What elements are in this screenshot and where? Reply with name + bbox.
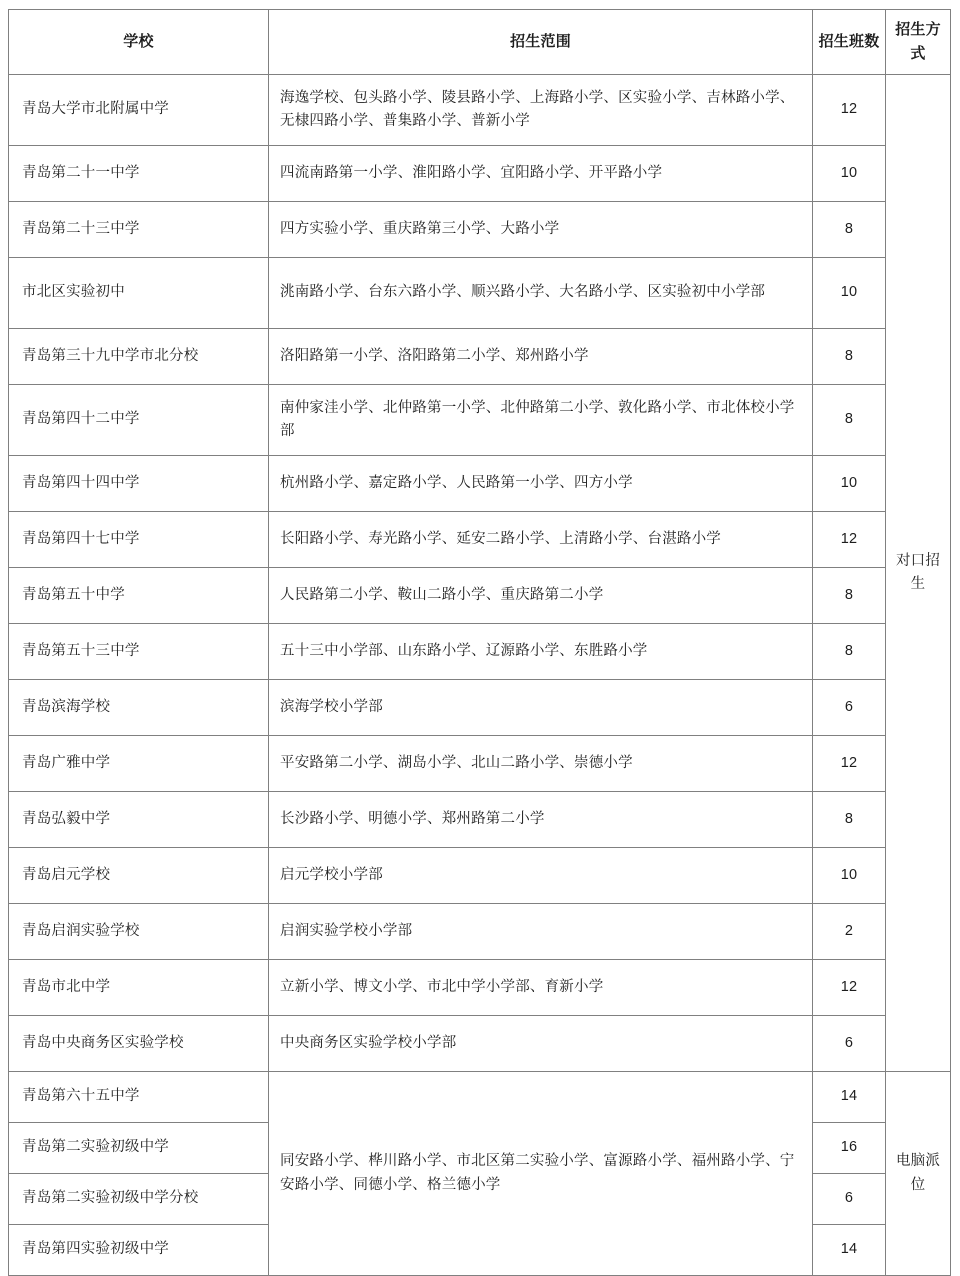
cell-class-count: 8 (813, 624, 886, 680)
table-row (9, 512, 951, 568)
table-row (9, 960, 951, 1016)
cell-school: 青岛启润实验学校 (9, 904, 269, 960)
cell-school: 青岛第五十三中学 (9, 624, 269, 680)
cell-range-merged: 同安路小学、桦川路小学、市北区第二实验小学、富源路小学、福州路小学、宁安路小学、同德小学、格兰德小学 (269, 1072, 813, 1276)
cell-range: 洮南路小学、台东六路小学、顺兴路小学、大名路小学、区实验初中小学部 (269, 258, 813, 329)
cell-class-count: 12 (813, 960, 886, 1016)
cell-range: 启润实验学校小学部 (269, 904, 813, 960)
cell-school: 市北区实验初中 (9, 258, 269, 329)
table-row (9, 904, 951, 960)
cell-school: 青岛第二十三中学 (9, 202, 269, 258)
cell-range: 人民路第二小学、鞍山二路小学、重庆路第二小学 (269, 568, 813, 624)
cell-school: 青岛第六十五中学 (9, 1072, 269, 1123)
cell-class-count: 16 (813, 1123, 886, 1174)
cell-range: 长阳路小学、寿光路小学、延安二路小学、上清路小学、台湛路小学 (269, 512, 813, 568)
cell-class-count: 8 (813, 202, 886, 258)
column-header-method: 招生方式 (886, 10, 951, 75)
cell-range: 四流南路第一小学、淮阳路小学、宜阳路小学、开平路小学 (269, 146, 813, 202)
cell-range: 杭州路小学、嘉定路小学、人民路第一小学、四方小学 (269, 456, 813, 512)
cell-class-count: 14 (813, 1225, 886, 1276)
header-row (9, 10, 951, 75)
cell-school: 青岛弘毅中学 (9, 792, 269, 848)
table-row (9, 202, 951, 258)
table-row (9, 1016, 951, 1072)
cell-range: 启元学校小学部 (269, 848, 813, 904)
cell-range: 四方实验小学、重庆路第三小学、大路小学 (269, 202, 813, 258)
table-row (9, 848, 951, 904)
cell-class-count: 6 (813, 680, 886, 736)
cell-school: 青岛第四实验初级中学 (9, 1225, 269, 1276)
cell-school: 青岛滨海学校 (9, 680, 269, 736)
table-row (9, 75, 951, 146)
cell-school: 青岛广雅中学 (9, 736, 269, 792)
cell-enrollment-method: 电脑派位 (886, 1072, 951, 1276)
cell-range: 中央商务区实验学校小学部 (269, 1016, 813, 1072)
cell-range: 海逸学校、包头路小学、陵县路小学、上海路小学、区实验小学、吉林路小学、无棣四路小学、普集路小学、普新小学 (269, 75, 813, 146)
column-header-classes: 招生班数 (813, 10, 886, 75)
cell-range: 南仲家洼小学、北仲路第一小学、北仲路第二小学、敦化路小学、市北体校小学部 (269, 385, 813, 456)
cell-school: 青岛第四十四中学 (9, 456, 269, 512)
cell-school: 青岛第三十九中学市北分校 (9, 329, 269, 385)
cell-school: 青岛第二实验初级中学分校 (9, 1174, 269, 1225)
cell-class-count: 10 (813, 456, 886, 512)
cell-school: 青岛第二十一中学 (9, 146, 269, 202)
cell-class-count: 10 (813, 848, 886, 904)
cell-range: 立新小学、博文小学、市北中学小学部、育新小学 (269, 960, 813, 1016)
table-row (9, 385, 951, 456)
table-row (9, 456, 951, 512)
cell-class-count: 8 (813, 385, 886, 456)
table-row (9, 329, 951, 385)
cell-school: 青岛市北中学 (9, 960, 269, 1016)
cell-school: 青岛第五十中学 (9, 568, 269, 624)
cell-class-count: 10 (813, 258, 886, 329)
cell-school: 青岛大学市北附属中学 (9, 75, 269, 146)
table-header (9, 10, 951, 75)
cell-class-count: 6 (813, 1016, 886, 1072)
cell-class-count: 2 (813, 904, 886, 960)
cell-range: 滨海学校小学部 (269, 680, 813, 736)
table-row (9, 1072, 951, 1123)
table-row (9, 568, 951, 624)
table-row (9, 258, 951, 329)
cell-class-count: 8 (813, 568, 886, 624)
column-header-school: 学校 (9, 10, 269, 75)
cell-school: 青岛第四十七中学 (9, 512, 269, 568)
cell-class-count: 12 (813, 75, 886, 146)
table-row (9, 736, 951, 792)
enrollment-table (8, 9, 951, 1276)
cell-class-count: 12 (813, 736, 886, 792)
cell-class-count: 12 (813, 512, 886, 568)
cell-school: 青岛中央商务区实验学校 (9, 1016, 269, 1072)
cell-class-count: 10 (813, 146, 886, 202)
cell-range: 五十三中小学部、山东路小学、辽源路小学、东胜路小学 (269, 624, 813, 680)
cell-school: 青岛第四十二中学 (9, 385, 269, 456)
table-row (9, 680, 951, 736)
column-header-range: 招生范围 (269, 10, 813, 75)
cell-school: 青岛启元学校 (9, 848, 269, 904)
cell-class-count: 14 (813, 1072, 886, 1123)
cell-class-count: 8 (813, 792, 886, 848)
cell-range: 平安路第二小学、湖岛小学、北山二路小学、崇德小学 (269, 736, 813, 792)
cell-class-count: 6 (813, 1174, 886, 1225)
cell-class-count: 8 (813, 329, 886, 385)
table-row (9, 792, 951, 848)
table-row (9, 146, 951, 202)
table-row (9, 624, 951, 680)
table-body (9, 75, 951, 1276)
cell-range: 洛阳路第一小学、洛阳路第二小学、郑州路小学 (269, 329, 813, 385)
cell-enrollment-method: 对口招生 (886, 75, 951, 1072)
cell-range: 长沙路小学、明德小学、郑州路第二小学 (269, 792, 813, 848)
cell-school: 青岛第二实验初级中学 (9, 1123, 269, 1174)
